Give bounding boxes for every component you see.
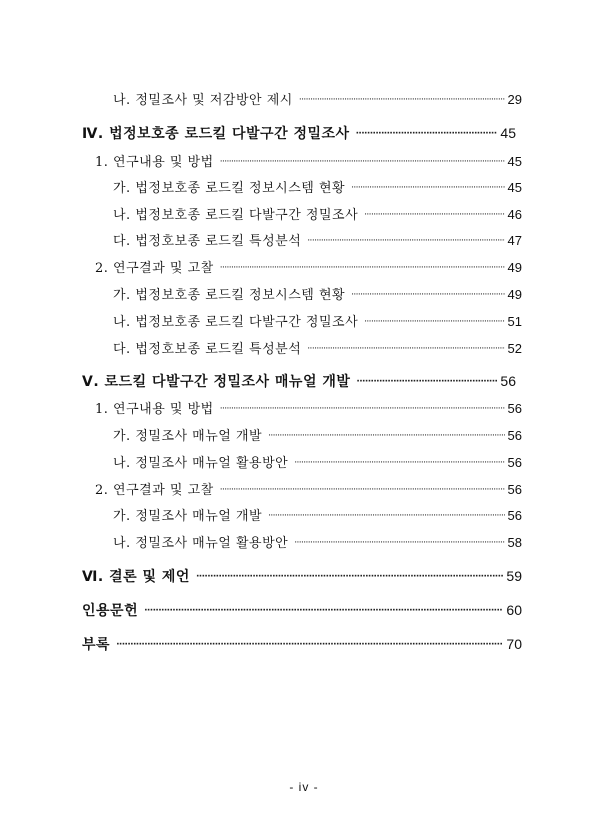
- toc-entry-page: 49: [507, 260, 522, 275]
- toc-entry[interactable]: [113, 204, 522, 223]
- toc-leader-dots: [356, 129, 498, 139]
- toc-entry[interactable]: [82, 371, 516, 391]
- toc-entry-title: 부록: [82, 637, 111, 653]
- toc-entry-page: 29: [507, 92, 522, 107]
- toc-leader-dots: [144, 606, 503, 616]
- page-number-footer: - iv -: [289, 780, 319, 794]
- toc-entry-page: 45: [500, 125, 516, 141]
- toc-leader-dots: [364, 317, 504, 327]
- toc-entry[interactable]: [113, 89, 522, 108]
- toc-entry-page: 59: [506, 568, 522, 584]
- toc-leader-dots: [220, 263, 505, 273]
- toc-leader-dots: [220, 485, 505, 495]
- toc-leader-dots: [116, 640, 503, 650]
- toc-entry-page: 49: [507, 287, 522, 302]
- toc-entry[interactable]: [95, 151, 522, 170]
- toc-entry-page: 56: [507, 455, 522, 470]
- toc-entry-title: 나. 정밀조사 매뉴얼 활용방안: [113, 536, 289, 551]
- toc-entry[interactable]: [82, 634, 522, 654]
- toc-entry-title: 다. 법정호보종 로드킬 특성분석: [113, 234, 302, 249]
- toc-leader-dots: [307, 236, 504, 246]
- toc-entry[interactable]: [95, 257, 522, 276]
- toc-entry-page: 46: [507, 207, 522, 222]
- toc-leader-dots: [307, 344, 504, 354]
- toc-entry[interactable]: [95, 398, 522, 417]
- toc-entry-title: 나. 법정보호종 로드킬 다발구간 정밀조사: [113, 315, 359, 330]
- toc-entry[interactable]: [95, 479, 522, 498]
- toc-entry[interactable]: [113, 284, 522, 303]
- toc-leader-dots: [268, 431, 504, 441]
- toc-entry-page: 52: [507, 341, 522, 356]
- toc-leader-dots: [351, 290, 504, 300]
- toc-entry-title: 가. 정밀조사 매뉴얼 개발: [113, 429, 263, 444]
- toc-entry-page: 60: [506, 602, 522, 618]
- toc-entry-page: 56: [507, 508, 522, 523]
- toc-entry-title: 2. 연구결과 및 고찰: [95, 483, 214, 498]
- toc-entry[interactable]: [82, 123, 516, 143]
- toc-entry-title: 다. 법정호보종 로드킬 특성분석: [113, 342, 302, 357]
- toc-leader-dots: [220, 157, 505, 167]
- toc-entry-title: Ⅴ. 로드킬 다발구간 정밀조사 매뉴얼 개발: [82, 374, 351, 390]
- toc-entry[interactable]: [113, 230, 522, 249]
- toc-entry[interactable]: [82, 566, 522, 586]
- toc-entry[interactable]: [113, 452, 522, 471]
- toc-leader-dots: [220, 404, 505, 414]
- toc-leader-dots: [299, 95, 505, 105]
- toc-entry-page: 45: [507, 154, 522, 169]
- toc-entry-page: 47: [507, 233, 522, 248]
- toc-entry-page: 56: [500, 373, 516, 389]
- toc-leader-dots: [196, 572, 503, 582]
- toc-entry-page: 56: [507, 482, 522, 497]
- toc-entry-title: 나. 법정보호종 로드킬 다발구간 정밀조사: [113, 208, 359, 223]
- toc-leader-dots: [294, 538, 504, 548]
- toc-entry-page: 70: [506, 636, 522, 652]
- toc-entry-title: 가. 법정보호종 로드킬 정보시스템 현황: [113, 181, 346, 196]
- toc-entry[interactable]: [113, 505, 522, 524]
- toc-leader-dots: [351, 183, 504, 193]
- toc-leader-dots: [364, 210, 504, 220]
- toc-leader-dots: [294, 458, 504, 468]
- toc-leader-dots: [356, 377, 497, 387]
- toc-entry-title: Ⅵ. 결론 및 제언: [82, 569, 190, 585]
- toc-entry-title: 인용문헌: [82, 603, 139, 619]
- toc-entry-title: Ⅳ. 법정보호종 로드킬 다발구간 정밀조사: [82, 126, 350, 142]
- toc-entry-title: 나. 정밀조사 매뉴얼 활용방안: [113, 456, 289, 471]
- toc-entry-page: 58: [507, 535, 522, 550]
- toc-entry-page: 45: [507, 180, 522, 195]
- toc-entry[interactable]: [113, 338, 522, 357]
- toc-entry[interactable]: [113, 532, 522, 551]
- toc-entry-title: 가. 법정보호종 로드킬 정보시스템 현황: [113, 288, 346, 303]
- toc-entry[interactable]: [113, 425, 522, 444]
- toc-entry-title: 1. 연구내용 및 방법: [95, 402, 214, 417]
- toc-entry-page: 56: [507, 428, 522, 443]
- toc-entry-title: 2. 연구결과 및 고찰: [95, 261, 214, 276]
- toc-entry[interactable]: [113, 177, 522, 196]
- toc-entry[interactable]: [82, 600, 522, 620]
- toc-entry-page: 56: [507, 401, 522, 416]
- toc-entry-title: 나. 정밀조사 및 저감방안 제시: [113, 93, 293, 108]
- toc-entry-title: 가. 정밀조사 매뉴얼 개발: [113, 509, 263, 524]
- toc-entry-title: 1. 연구내용 및 방법: [95, 155, 214, 170]
- toc-entry[interactable]: [113, 311, 522, 330]
- toc-leader-dots: [268, 511, 504, 521]
- toc-entry-page: 51: [507, 314, 522, 329]
